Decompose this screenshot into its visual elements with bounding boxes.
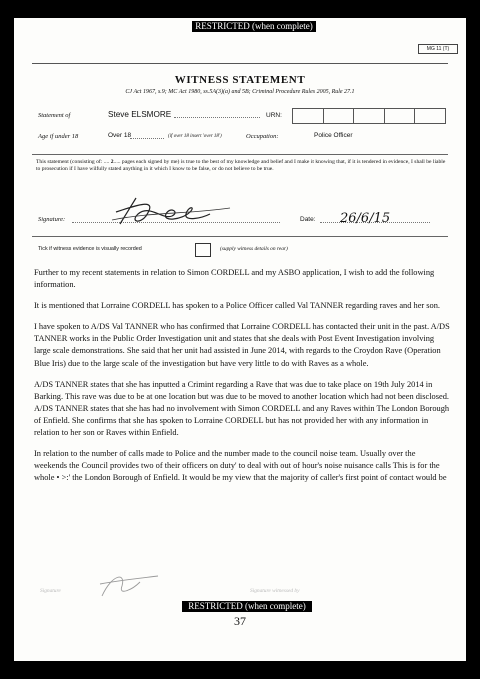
page-title: WITNESS STATEMENT xyxy=(174,74,306,86)
legislation-subtitle: CJ Act 1967, s.9; MC Act 1980, ss.5A(3)(a) and 5B; Criminal Procedure Rules 2005, Rule 27.1 xyxy=(125,89,355,95)
visual-record-label: Tick if witness evidence is visually recorded xyxy=(38,246,142,252)
age-label: Age if under 18 xyxy=(38,133,79,140)
declaration-after: ..... pages each signed by me) is true to the best of my knowledge and belief and I make it knowing that, if it is tendered in evidence, I shall be liable to prosecution if I have wilfully stated anything in it which I know to be false, or do not believe to be true. xyxy=(36,159,446,173)
declaration-divider xyxy=(32,154,448,155)
date-label: Date: xyxy=(300,216,316,223)
body-paragraph: In relation to the number of calls made to Police and the number made to the council noise team. Usually over the weekends the Council provides two of their officers on duty' to deal with out of hour's noise nuisance calls This is for the whole • >:' the London Borough of Enfield. It would be my view that the majority of caller's first point of contact would be xyxy=(34,449,447,483)
declaration-pages: 2 xyxy=(110,159,114,165)
footer-witnessed-label: Signature witnessed by xyxy=(250,588,300,594)
statement-of-value: Steve ELSMORE xyxy=(108,110,172,119)
age-line xyxy=(130,138,164,139)
visual-record-divider xyxy=(32,236,448,237)
declaration-before: This statement (consisting of: .... xyxy=(36,159,111,165)
urn-label: URN: xyxy=(266,112,282,119)
declaration-text xyxy=(36,159,446,174)
statement-of-line xyxy=(174,117,260,118)
statement-of-label: Statement of xyxy=(38,112,71,119)
handwritten-signature xyxy=(110,194,250,228)
footer-signature xyxy=(92,570,162,600)
body-paragraph: I have spoken to A/DS Val TANNER who has confirmed that Lorraine CORDELL has contacted their unit in the past. A/DS TANNER works in the Public Order Investigation unit and states that she deals with Post Event Investigation involving large scale demonstrations. She said that her unit had assisted in June 2014, with regards to the Croydon Rave (Operation Blue Iris) due to the large scale of the investigation but have very little to do with Raves as a whole. xyxy=(34,322,450,368)
body-paragraph: A/DS TANNER states that she has inputted a Crimint regarding a Rave that was due to take place on 19th July 2014 in Barking. This rave was due to be at one location but was due to be moved to another location which had not been disclosed. A/DS TANNER states that she has had no involvement with Simon CORDELL and any Raves within The London Borough of Enfield. She confirms that she has spoken to Lorraine CORDELL but has not provided her with any information in relation to her son or Raves within Enfield. xyxy=(34,379,450,438)
page-number: 37 xyxy=(234,614,246,628)
date-value: 26/6/15 xyxy=(340,211,391,226)
footer-signature-label: Signature xyxy=(40,588,61,594)
statement-page xyxy=(14,18,466,661)
age-value: Over 18 xyxy=(108,132,132,139)
signature-label: Signature: xyxy=(38,216,66,223)
body-paragraph: It is mentioned that Lorraine CORDELL has spoken to a Police Officer called Val TANNER regarding raves and her son. xyxy=(34,301,441,311)
visual-record-note: (supply witness details on rear) xyxy=(220,246,288,252)
occupation-value: Police Officer xyxy=(314,132,353,139)
statement-body xyxy=(34,267,450,493)
urn-boxes xyxy=(292,108,446,124)
visual-record-checkbox[interactable] xyxy=(195,243,211,257)
age-note: (if over 18 insert 'over 18') xyxy=(168,134,222,139)
body-paragraph: Further to my recent statements in relation to Simon CORDELL and my ASBO application, I wish to add the following information. xyxy=(34,268,435,290)
form-code: MG 11 (T) xyxy=(418,44,458,54)
classification-banner-top: RESTRICTED (when complete) xyxy=(192,21,316,32)
classification-banner-bottom: RESTRICTED (when complete) xyxy=(182,601,312,612)
occupation-label: Occupation: xyxy=(246,133,279,140)
